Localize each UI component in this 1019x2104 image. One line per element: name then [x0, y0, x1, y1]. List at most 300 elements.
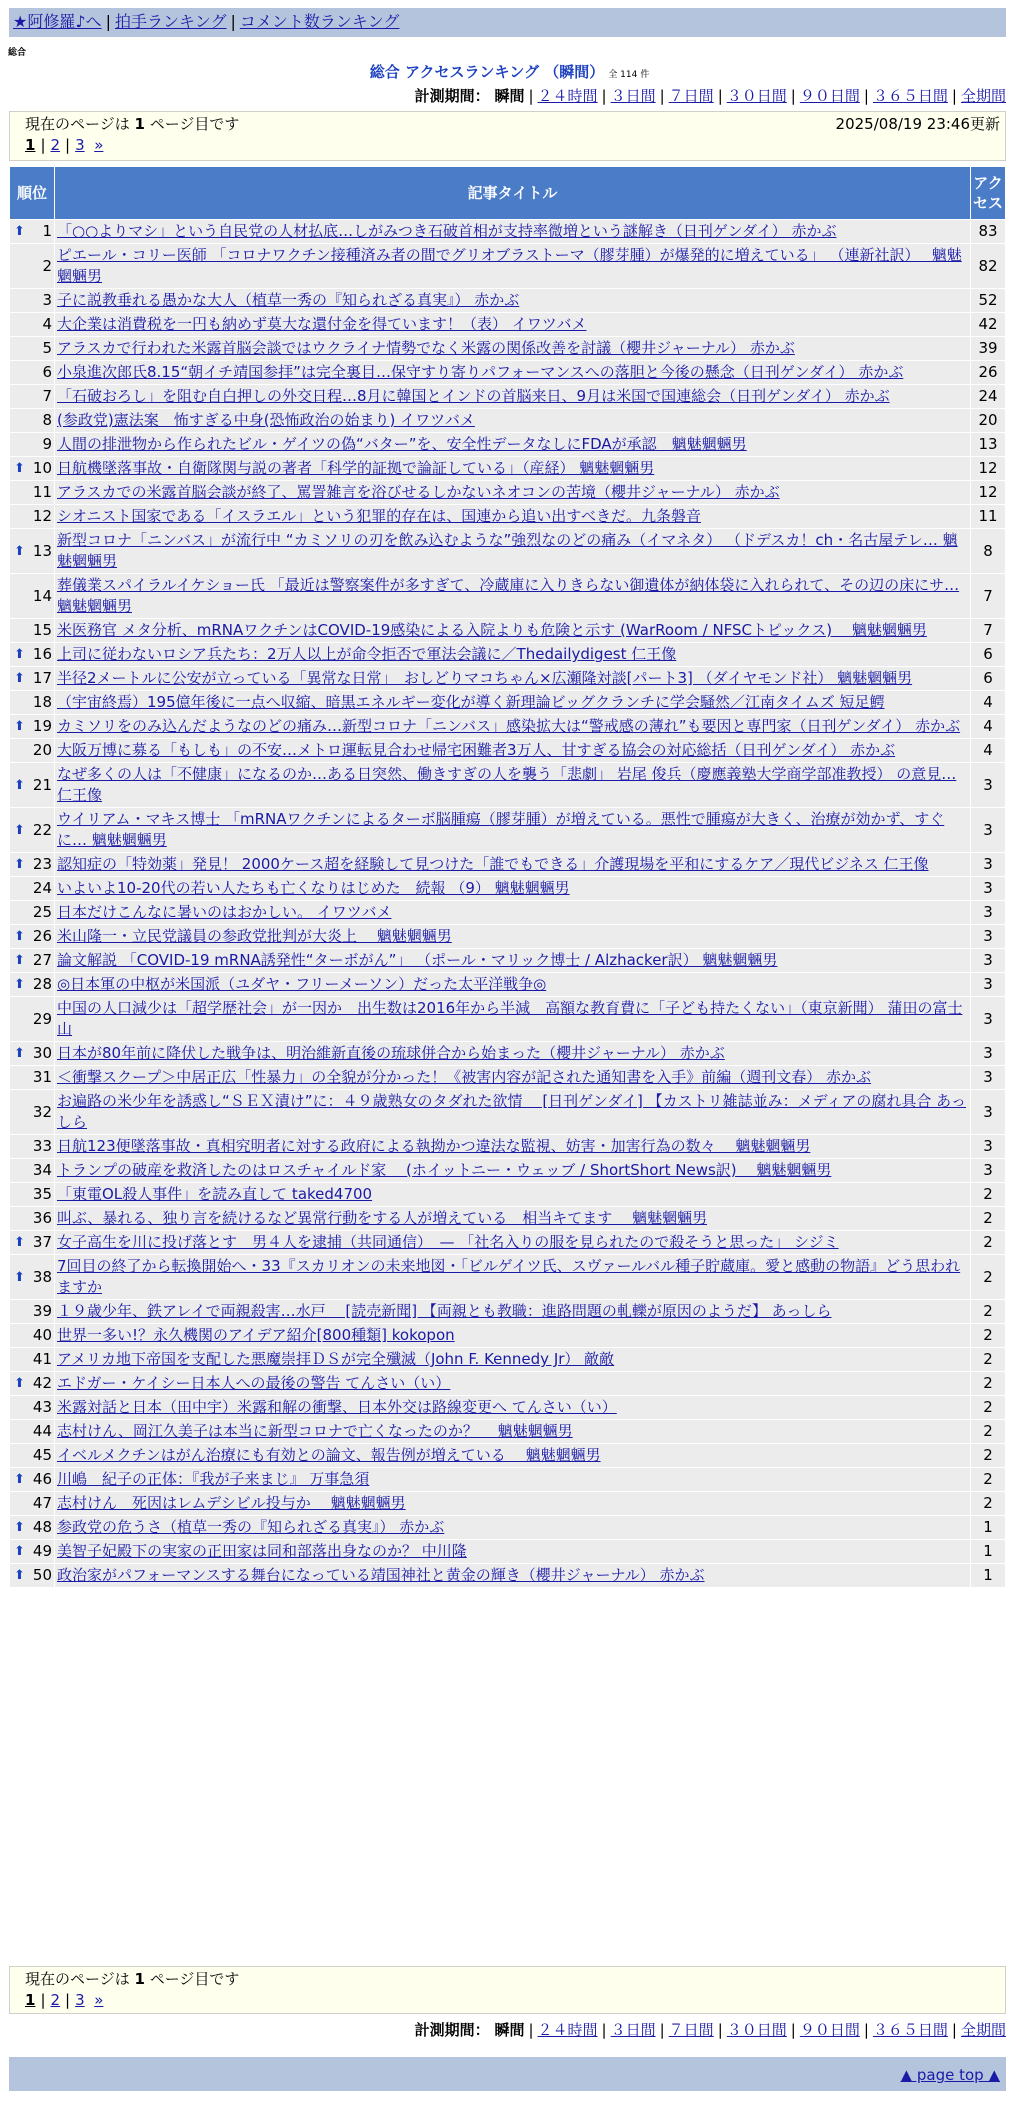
- rank-cell: [10, 739, 54, 762]
- rank-cell: [10, 574, 54, 618]
- article-link[interactable]: 「○○よりマシ」という自民党の人材払底…しがみつき石破首相が支持率微増という謎解き（日刊ゲンダイ） 赤かぶ: [57, 222, 837, 240]
- rank-cell: [10, 529, 54, 573]
- article-link[interactable]: 子に説教垂れる愚かな大人（植草一秀の『知られざる真実』） 赤かぶ: [57, 291, 520, 309]
- title-cell: [55, 1348, 970, 1371]
- article-link[interactable]: ウイリアム・マキス博士 「mRNAワクチンによるターボ脳腫瘍（膠芽腫）が増えている。悪性で腫瘍が大きく、治療が効かず、すぐに… 魑魅魍魎男: [57, 810, 945, 849]
- rank-number: 33: [32, 1137, 52, 1155]
- rank-cell: [10, 901, 54, 924]
- rank-number: 26: [32, 927, 52, 945]
- article-link[interactable]: 米露対話と日本（田中宇）米露和解の衝撃、日本外交は路線変更へ てんさい（い）: [57, 1398, 617, 1416]
- next-page-link[interactable]: »: [94, 136, 104, 154]
- rank-cell: [10, 808, 54, 852]
- article-link[interactable]: いよいよ10-20代の若い人たちも亡くなりはじめた 続報 （9） 魑魅魍魎男: [57, 879, 570, 897]
- title-cell: [55, 1324, 970, 1347]
- access-count: 2: [971, 1183, 1005, 1206]
- rank-cell: [10, 949, 54, 972]
- pagination-box-top: [9, 111, 1006, 161]
- title-cell: [55, 361, 970, 384]
- up-arrow-icon: ⬆: [14, 1568, 25, 1583]
- title-cell: [55, 529, 970, 573]
- home-link[interactable]: ★阿修羅♪へ: [13, 12, 102, 31]
- up-arrow-icon: ⬆: [14, 1376, 25, 1391]
- rank-cell: [10, 1492, 54, 1515]
- title-cell: [55, 739, 970, 762]
- title-column-header: 記事タイトル: [55, 167, 970, 219]
- rank-cell: [10, 244, 54, 288]
- title-cell: [55, 667, 970, 690]
- page-3-link[interactable]: 3: [75, 1991, 85, 2009]
- rank-cell: [10, 1324, 54, 1347]
- table-row: [10, 505, 1005, 528]
- table-row: [10, 1516, 1005, 1539]
- access-count: 2: [971, 1231, 1005, 1254]
- article-link[interactable]: 日航機墜落事故・自衛隊関与説の著者「科学的証拠で論証している」（産経） 魑魅魍魎男: [57, 459, 655, 477]
- rank-number: 6: [42, 363, 52, 381]
- period-30d-link[interactable]: ３０日間: [726, 2021, 787, 2039]
- article-link[interactable]: アメリカ地下帝国を支配した悪魔崇拝ＤＳが完全殲滅（John F. Kennedy Jr） 敵敵: [57, 1350, 615, 1368]
- up-arrow-icon: ⬆: [14, 1520, 25, 1535]
- rank-cell: [10, 715, 54, 738]
- title-cell: [55, 244, 970, 288]
- up-arrow-icon: ⬆: [14, 671, 25, 686]
- article-link[interactable]: 論文解説 「COVID-19 mRNA誘発性“ターボがん”」 （ポール・マリック博士 / Alzhacker訳） 魑魅魍魎男: [57, 951, 778, 969]
- article-link[interactable]: シオニスト国家である「イスラエル」という犯罪的存在は、国連から追い出すべきだ。九条磐音: [57, 507, 701, 525]
- access-count: 3: [971, 763, 1005, 807]
- rank-number: 19: [32, 717, 52, 735]
- table-row: [10, 1255, 1005, 1299]
- rank-cell: [10, 619, 54, 642]
- period-label: 計測期間：: [414, 87, 490, 105]
- title-cell: [55, 973, 970, 996]
- rank-cell: [10, 1090, 54, 1134]
- title-cell: [55, 763, 970, 807]
- rank-cell: [10, 1468, 54, 1491]
- title-cell: [55, 1540, 970, 1563]
- access-count: 6: [971, 643, 1005, 666]
- rank-cell: [10, 973, 54, 996]
- rank-number: 49: [32, 1542, 52, 1560]
- nav-separator: |: [230, 12, 236, 31]
- title-cell: [55, 691, 970, 714]
- page-2-link[interactable]: 2: [50, 1991, 61, 2009]
- article-link[interactable]: 日本だけこんなに暑いのはおかしい。 イワツバメ: [57, 903, 392, 921]
- article-link[interactable]: 女子高生を川に投げ落とす 男４人を逮捕（共同通信） — 「社名入りの服を見られたので殺そうと思った」 シジミ: [57, 1233, 839, 1251]
- article-link[interactable]: イベルメクチンはがん治療にも有効との論文、報告例が増えている 魑魅魍魎男: [57, 1446, 601, 1464]
- access-count: 2: [971, 1444, 1005, 1467]
- rank-cell: [10, 220, 54, 243]
- access-count: 83: [971, 220, 1005, 243]
- table-row: [10, 220, 1005, 243]
- access-column-header: アクセス: [971, 167, 1005, 219]
- access-count: 4: [971, 691, 1005, 714]
- rank-cell: [10, 361, 54, 384]
- access-count: 3: [971, 1090, 1005, 1134]
- access-count: 2: [971, 1468, 1005, 1491]
- table-row: [10, 1090, 1005, 1134]
- rank-cell: [10, 1183, 54, 1206]
- access-count: 6: [971, 667, 1005, 690]
- table-row: [10, 1564, 1005, 1587]
- access-count: 1: [971, 1540, 1005, 1563]
- table-header-row: [10, 167, 1005, 219]
- article-link[interactable]: カミソリをのみ込んだようなのどの痛み…新型コロナ「ニンバス」感染拡大は“警戒感の薄れ”も要因と専門家（日刊ゲンダイ） 赤かぶ: [57, 717, 961, 735]
- table-row: [10, 1348, 1005, 1371]
- title-cell: [55, 481, 970, 504]
- rank-cell: [10, 337, 54, 360]
- period-30d-link[interactable]: ３０日間: [726, 87, 787, 105]
- footer-bar: [9, 2057, 1006, 2091]
- period-current: 瞬間: [494, 2021, 525, 2039]
- table-row: [10, 385, 1005, 408]
- access-count: 3: [971, 925, 1005, 948]
- rank-cell: [10, 457, 54, 480]
- rank-number: 24: [32, 879, 52, 897]
- ranking-rows: [10, 220, 1005, 1587]
- title-cell: [55, 1516, 970, 1539]
- table-row: [10, 1066, 1005, 1089]
- table-row: [10, 1492, 1005, 1515]
- access-count: 3: [971, 997, 1005, 1041]
- title-cell: [55, 1183, 970, 1206]
- period-7d-link[interactable]: ７日間: [668, 87, 714, 105]
- page-top-link[interactable]: ▲ page top ▲: [900, 2066, 1000, 2084]
- rank-cell: [10, 1564, 54, 1587]
- access-count: 82: [971, 244, 1005, 288]
- rank-number: 29: [32, 1009, 52, 1028]
- rank-cell: [10, 1042, 54, 1065]
- title-cell: [55, 1564, 970, 1587]
- access-count: 2: [971, 1348, 1005, 1371]
- period-selector-top: 計測期間： 瞬間 | ２４時間 | ３日間 | ７日間 | ３０日間 | ９０日間 | ３６５日間 | 全期間: [414, 87, 1006, 105]
- access-count: 2: [971, 1255, 1005, 1299]
- article-link[interactable]: 「石破おろし」を阻む自白押しの外交日程…8月に韓国とインドの首脳来日、9月は米国で国連総会（日刊ゲンダイ） 赤かぶ: [57, 387, 890, 405]
- table-row: [10, 877, 1005, 900]
- rank-cell: [10, 1300, 54, 1323]
- article-link[interactable]: （宇宙終焉）195億年後に一点へ収縮、暗黒エネルギー変化が導く新理論ビッグクランチに学会騒然／江南タイムズ 短足鰐: [57, 693, 885, 711]
- period-7d-link[interactable]: ７日間: [668, 2021, 714, 2039]
- table-row: [10, 409, 1005, 432]
- access-count: 2: [971, 1300, 1005, 1323]
- title-cell: [55, 997, 970, 1041]
- title-cell: [55, 925, 970, 948]
- access-count: 26: [971, 361, 1005, 384]
- table-row: [10, 244, 1005, 288]
- article-link[interactable]: (参政党)憲法案 怖すぎる中身(恐怖政治の始まり) イワツバメ: [57, 411, 475, 429]
- comment-ranking-link[interactable]: コメント数ランキング: [239, 12, 400, 31]
- title-cell: [55, 337, 970, 360]
- access-count: 1: [971, 1516, 1005, 1539]
- table-row: [10, 949, 1005, 972]
- article-link[interactable]: 日本が80年前に降伏した戦争は、明治維新直後の琉球併合から始まった（櫻井ジャーナル） 赤かぶ: [57, 1044, 725, 1062]
- rank-number: 13: [32, 541, 52, 560]
- article-link[interactable]: 叫ぶ、暴れる、独り言を続けるなど異常行動をする人が増えている 相当キてます 魑魅魍魎男: [57, 1209, 708, 1227]
- period-3d-link[interactable]: ３日間: [610, 2021, 656, 2039]
- page-nav: 1 | 2 | 3 »: [25, 1991, 104, 2009]
- table-row: [10, 1540, 1005, 1563]
- page-title: [0, 62, 1019, 85]
- title-cell: [55, 1396, 970, 1419]
- article-link[interactable]: 川嶋 紀子の正体：『我が子来まじ』 万事急須: [57, 1470, 370, 1488]
- rank-cell: [10, 853, 54, 876]
- rank-number: 37: [32, 1233, 52, 1251]
- article-link[interactable]: 半径2メートルに公安が立っている「異常な日常」 おしどりマコちゃん×広瀬隆対談[パート3] （ダイヤモンド社） 魑魅魍魎男: [57, 669, 913, 687]
- table-row: [10, 574, 1005, 618]
- table-row: [10, 715, 1005, 738]
- rank-number: 14: [32, 586, 52, 605]
- up-arrow-icon: ⬆: [14, 977, 25, 992]
- title-cell: [55, 433, 970, 456]
- table-row: [10, 1420, 1005, 1443]
- access-count: 7: [971, 574, 1005, 618]
- article-link[interactable]: ピエール・コリー医師 「コロナワクチン接種済み者の間でグリオブラストーマ（膠芽腫）が爆発的に増えている」 （連新社訳） 魑魅魍魎男: [57, 246, 962, 285]
- pagination-box-bottom: [9, 1966, 1006, 2014]
- up-arrow-icon: ⬆: [14, 224, 25, 239]
- up-arrow-icon: ⬆: [14, 1472, 25, 1487]
- table-row: [10, 997, 1005, 1041]
- article-link[interactable]: 新型コロナ「ニンバス」が流行中 “カミソリの刃を飲み込むような”強烈なのどの痛み（イマネタ） （ドデスカ！ch・名古屋テレ… 魑魅魍魎男: [57, 531, 958, 570]
- title-cell: [55, 385, 970, 408]
- title-cell: [55, 877, 970, 900]
- title-cell: [55, 1468, 970, 1491]
- table-row: [10, 1135, 1005, 1158]
- rank-cell: [10, 385, 54, 408]
- access-count: 3: [971, 901, 1005, 924]
- article-link[interactable]: 葬儀業スパイラルイケショー氏 「最近は警察案件が多すぎて、冷蔵庫に入りきらない御遺体が納体袋に入れられて、その辺の床にサ… 魑魅魍魎男: [57, 576, 960, 615]
- rank-number: 28: [32, 975, 52, 993]
- article-link[interactable]: 大阪万博に募る「もしも」の不安…メトロ運転見合わせ帰宅困難者3万人、甘すぎる協会の対応総括（日刊ゲンダイ） 赤かぶ: [57, 741, 896, 759]
- table-row: [10, 433, 1005, 456]
- rank-number: 17: [32, 669, 52, 687]
- table-row: [10, 361, 1005, 384]
- period-24h-link[interactable]: ２４時間: [537, 87, 598, 105]
- up-arrow-icon: ⬆: [14, 857, 25, 872]
- section-label: 総合: [8, 48, 27, 58]
- article-link[interactable]: なぜ多くの人は「不健康」になるのか…ある日突然、働きすぎの人を襲う「悲劇」 岩尾 俊兵（慶應義塾大学商学部准教授） の意見… 仁王像: [57, 765, 957, 804]
- page-nav: 1 | 2 | 3 »: [25, 136, 104, 154]
- rank-cell: [10, 1516, 54, 1539]
- title-cell: [55, 505, 970, 528]
- title-cell: [55, 1066, 970, 1089]
- access-count: 3: [971, 1042, 1005, 1065]
- table-row: [10, 667, 1005, 690]
- rank-cell: [10, 289, 54, 312]
- access-count: 4: [971, 739, 1005, 762]
- rank-number: 45: [32, 1446, 52, 1464]
- access-count: 24: [971, 385, 1005, 408]
- rank-cell: [10, 1159, 54, 1182]
- article-link[interactable]: ◎日本軍の中枢が米国派（ユダヤ・フリーメーソン）だった太平洋戦争◎: [57, 975, 547, 993]
- title-cell: [55, 1090, 970, 1134]
- rank-number: 1: [42, 222, 52, 240]
- title-cell: [55, 1372, 970, 1395]
- access-count: 3: [971, 1135, 1005, 1158]
- rank-number: 27: [32, 951, 52, 969]
- article-link[interactable]: アラスカでの米露首脳会談が終了、罵詈雑言を浴びせるしかないネオコンの苦境（櫻井ジャーナル） 赤かぶ: [57, 483, 780, 501]
- article-link[interactable]: 米山隆一・立民党議員の参政党批判が大炎上 魑魅魍魎男: [57, 927, 452, 945]
- access-count: 13: [971, 433, 1005, 456]
- period-90d-link[interactable]: ９０日間: [799, 2021, 860, 2039]
- rank-cell: [10, 667, 54, 690]
- rank-cell: [10, 313, 54, 336]
- updated-timestamp: 2025/08/19 23:46更新: [835, 115, 1000, 133]
- rank-number: 43: [32, 1398, 52, 1416]
- table-row: [10, 337, 1005, 360]
- up-arrow-icon: ⬆: [14, 461, 25, 476]
- rank-cell: [10, 1348, 54, 1371]
- access-count: 2: [971, 1396, 1005, 1419]
- period-24h-link[interactable]: ２４時間: [537, 2021, 598, 2039]
- title-cell: [55, 808, 970, 852]
- article-link[interactable]: 中国の人口減少は「超学歴社会」が一因か 出生数は2016年から半減 高額な教育費に「子ども持たくない」（東京新聞） 蒲田の富士山: [57, 999, 963, 1038]
- rank-number: 18: [32, 693, 52, 711]
- rank-number: 5: [42, 339, 52, 357]
- title-cell: [55, 409, 970, 432]
- up-arrow-icon: ⬆: [14, 822, 25, 838]
- article-link[interactable]: 美智子妃殿下の実家の正田家は同和部落出身なのか？ 中川隆: [57, 1542, 467, 1560]
- period-all-link[interactable]: 全期間: [960, 2021, 1006, 2039]
- up-arrow-icon: ⬆: [14, 1235, 25, 1250]
- article-link[interactable]: 上司に従わないロシア兵たち：2万人以上が命令拒否で軍法会議に／Thedailydigest 仁王像: [57, 645, 677, 663]
- rank-number: 31: [32, 1068, 52, 1086]
- rank-number: 25: [32, 903, 52, 921]
- rank-number: 21: [32, 775, 52, 794]
- rank-number: 41: [32, 1350, 52, 1368]
- title-cell: [55, 619, 970, 642]
- rank-cell: [10, 481, 54, 504]
- title-cell: [55, 289, 970, 312]
- rank-cell: [10, 1255, 54, 1299]
- rank-number: 10: [32, 459, 52, 477]
- article-link[interactable]: 「東電OL殺人事件」を読み直して taked4700: [57, 1185, 373, 1203]
- title-cell: [55, 1207, 970, 1230]
- title-cell: [55, 1042, 970, 1065]
- period-365d-link[interactable]: ３６５日間: [872, 2021, 948, 2039]
- period-3d-link[interactable]: ３日間: [610, 87, 656, 105]
- article-link[interactable]: 認知症の「特効薬」発見！ 2000ケース超を経験して見つけた「誰でもできる」介護現場を平和にするケア／現代ビジネス 仁王像: [57, 855, 929, 873]
- rank-number: 39: [32, 1302, 52, 1320]
- rank-number: 7: [42, 387, 52, 405]
- rank-cell: [10, 1420, 54, 1443]
- article-link[interactable]: トランプの破産を救済したのはロスチャイルド家 (ホイットニー・ウェッブ / ShortShort News訳) 魑魅魍魎男: [57, 1161, 832, 1179]
- access-count: 2: [971, 1420, 1005, 1443]
- page-status: 現在のページは 1 ページ目です: [25, 1970, 240, 1988]
- access-count: 3: [971, 877, 1005, 900]
- table-row: [10, 1300, 1005, 1323]
- rank-cell: [10, 925, 54, 948]
- rank-number: 48: [32, 1518, 52, 1536]
- access-count: 20: [971, 409, 1005, 432]
- table-row: [10, 1042, 1005, 1065]
- period-all-link[interactable]: 全期間: [960, 87, 1006, 105]
- article-link[interactable]: 7回目の終了から転換開始へ・33『スカリオンの未来地図・「ビルゲイツ氏、スヴァールバル種子貯蔵庫。愛と感動の物語』どう思われますか: [57, 1257, 961, 1296]
- rank-number: 34: [32, 1161, 52, 1179]
- period-365d-link[interactable]: ３６５日間: [872, 87, 948, 105]
- rank-number: 36: [32, 1209, 52, 1227]
- rank-number: 46: [32, 1470, 52, 1488]
- article-link[interactable]: 米医務官 メタ分析、mRNAワクチンはCOVID-19感染による入院よりも危険と示す (WarRoom / NFSCトピックス) 魑魅魍魎男: [57, 621, 927, 639]
- title-cell: [55, 1444, 970, 1467]
- title-cell: [55, 457, 970, 480]
- ranking-table: [9, 166, 1006, 1588]
- access-count: 42: [971, 313, 1005, 336]
- rank-number: 22: [32, 820, 52, 839]
- clap-ranking-link[interactable]: 拍手ランキング: [114, 12, 227, 31]
- access-count: 1: [971, 1564, 1005, 1587]
- access-count: 12: [971, 457, 1005, 480]
- up-arrow-icon: ⬆: [14, 1269, 25, 1285]
- top-nav-bar: [9, 8, 1006, 37]
- total-count: 全 114 件: [608, 70, 650, 80]
- page-3-link[interactable]: 3: [75, 136, 85, 154]
- table-row: [10, 901, 1005, 924]
- next-page-link[interactable]: »: [94, 1991, 104, 2009]
- access-count: 2: [971, 1372, 1005, 1395]
- article-link[interactable]: アラスカで行われた米露首脳会談ではウクライナ情勢でなく米露の関係改善を討議（櫻井ジャーナル） 赤かぶ: [57, 339, 795, 357]
- rank-number: 4: [42, 315, 52, 333]
- ranking-title: 総合 アクセスランキング （瞬間）: [369, 63, 605, 81]
- table-row: [10, 457, 1005, 480]
- up-arrow-icon: ⬆: [14, 1046, 25, 1061]
- table-row: [10, 808, 1005, 852]
- rank-number: 23: [32, 855, 52, 873]
- rank-number: 35: [32, 1185, 52, 1203]
- period-label: 計測期間：: [414, 2021, 490, 2039]
- access-count: 4: [971, 715, 1005, 738]
- table-row: [10, 313, 1005, 336]
- title-cell: [55, 1159, 970, 1182]
- article-link[interactable]: 大企業は消費税を一円も納めず莫大な還付金を得ています！（表） イワツバメ: [57, 315, 587, 333]
- table-row: [10, 619, 1005, 642]
- rank-number: 20: [32, 741, 52, 759]
- rank-number: 30: [32, 1044, 52, 1062]
- title-cell: [55, 1135, 970, 1158]
- table-row: [10, 1183, 1005, 1206]
- page-2-link[interactable]: 2: [50, 136, 61, 154]
- period-90d-link[interactable]: ９０日間: [799, 87, 860, 105]
- article-link[interactable]: 世界一多い!？永久機関のアイデア紹介[800種類] kokopon: [57, 1326, 455, 1344]
- access-count: 3: [971, 853, 1005, 876]
- rank-number: 15: [32, 621, 52, 639]
- article-link[interactable]: 政治家がパフォーマンスする舞台になっている靖国神社と黄金の輝き（櫻井ジャーナル） 赤かぶ: [57, 1566, 705, 1584]
- article-link[interactable]: 志村けん、岡江久美子は本当に新型コロナで亡くなったのか？ 魑魅魍魎男: [57, 1422, 573, 1440]
- rank-number: 12: [32, 507, 52, 525]
- rank-cell: [10, 1207, 54, 1230]
- rank-number: 2: [42, 256, 52, 275]
- title-cell: [55, 1420, 970, 1443]
- article-link[interactable]: エドガー・ケイシー日本人への最後の警告 てんさい（い）: [57, 1374, 451, 1392]
- rank-cell: [10, 433, 54, 456]
- period-selector-bottom: 計測期間： 瞬間 | ２４時間 | ３日間 | ７日間 | ３０日間 | ９０日間 | ３６５日間 | 全期間: [414, 2021, 1006, 2039]
- article-link[interactable]: 人間の排泄物から作られたビル・ゲイツの偽“バター”を、安全性データなしにFDAが承認 魑魅魍魎男: [57, 435, 747, 453]
- rank-cell: [10, 877, 54, 900]
- rank-number: 11: [32, 483, 52, 501]
- article-link[interactable]: お遍路の米少年を誘惑し“ＳＥＸ漬け”に：４９歳熟女のタダれた欲情 [日刊ゲンダイ] 【カストリ雑誌並み：メディアの腐れ具合 あっしら: [57, 1092, 967, 1131]
- table-row: [10, 1396, 1005, 1419]
- title-cell: [55, 220, 970, 243]
- title-cell: [55, 574, 970, 618]
- article-link[interactable]: １９歳少年、鉄アレイで両親殺害…水戸 [読売新聞] 【両親とも教職：進路問題の軋轢が原因のようだ】 あっしら: [57, 1302, 832, 1320]
- article-link[interactable]: 小泉進次郎氏8.15“朝イチ靖国参拝”は完全裏目…保守すり寄りパフォーマンスへの落胆と今後の懸念（日刊ゲンダイ） 赤かぶ: [57, 363, 904, 381]
- article-link[interactable]: 参政党の危うさ（植草一秀の『知られざる真実』） 赤かぶ: [57, 1518, 445, 1536]
- article-link[interactable]: ＜衝撃スクープ＞中居正広「性暴力」の全貌が分かった！《被害内容が記された通知書を入手》前編（週刊文春） 赤かぶ: [57, 1068, 872, 1086]
- table-row: [10, 643, 1005, 666]
- article-link[interactable]: 志村けん 死因はレムデシビル投与か 魑魅魍魎男: [57, 1494, 406, 1512]
- article-link[interactable]: 日航123便墜落事故・真相究明者に対する政府による執拗かつ違法な監視、妨害・加害行為の数々 魑魅魍魎男: [57, 1137, 811, 1155]
- access-count: 3: [971, 949, 1005, 972]
- rank-number: 9: [42, 435, 52, 453]
- page-current: 1: [25, 1991, 36, 2009]
- table-row: [10, 925, 1005, 948]
